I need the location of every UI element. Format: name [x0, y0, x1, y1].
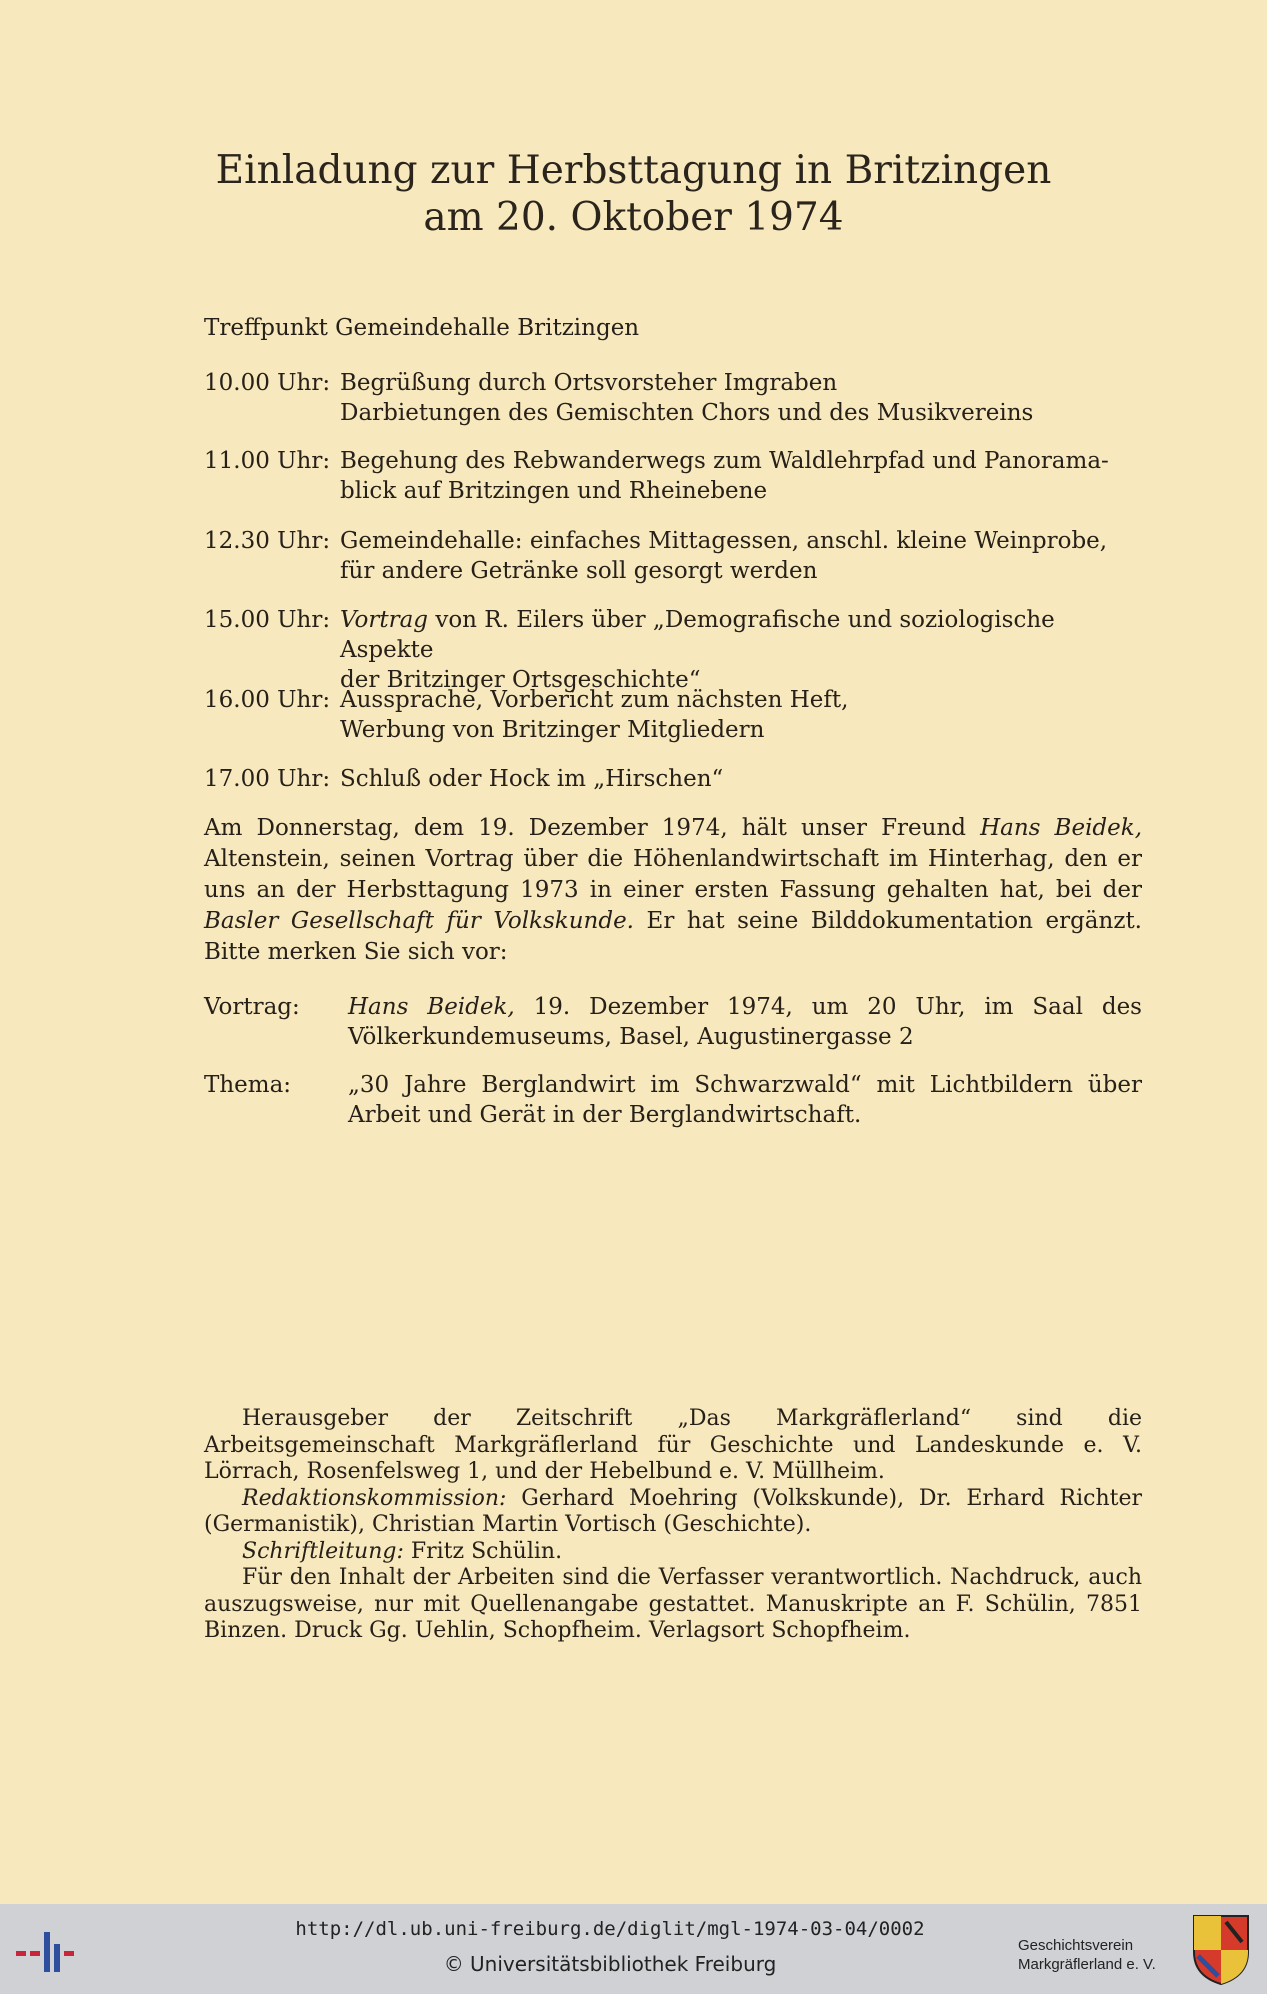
society-line: Geschichtsverein — [1018, 1937, 1134, 1954]
announcement-text: Altenstein, seinen Vortrag über die Höhenlandwirtschaft im Hinterhag, den er uns an der Herbsttagung 1973 in einer ersten Fassung gehalten hat, bei der — [204, 846, 1142, 903]
editorial-text: Gerhard Moehring (Volkskunde), Dr. Erhard Richter (Germanistik), Christian Martin Vortisch (Geschichte). — [204, 1485, 1142, 1537]
schedule-time: 12.30 Uhr: — [204, 528, 331, 554]
topic-text: „30 Jahre Berglandwirt im Schwarzwald“ mit Lichtbildern über Arbeit und Gerät in der Berglandwirtschaft. — [348, 1072, 1142, 1128]
schedule-text — [340, 605, 1142, 665]
lecture-text: 19. Dezember 1974, um 20 Uhr, im Saal des Völkerkundemuseums, Basel, Augustinergasse 2 — [348, 994, 1142, 1050]
schedule-entry — [340, 685, 1142, 745]
announcement-text: Am Donnerstag, dem 19. Dezember 1974, hält unser Freund — [204, 815, 981, 841]
impressum — [204, 1406, 1142, 1645]
schedule-emphasis: Vortrag — [340, 607, 429, 633]
editor-text: Fritz Schülin. — [403, 1538, 563, 1564]
society-name: Basler Gesellschaft für Volkskunde. — [204, 908, 634, 934]
invitation-date: am 20. Oktober 1974 — [423, 195, 844, 240]
topic-label: Thema: — [204, 1072, 292, 1098]
schedule-entry — [340, 446, 1142, 506]
schedule-time: 17.00 Uhr: — [204, 766, 331, 792]
editorial-board — [204, 1486, 1142, 1539]
schedule-time: 16.00 Uhr: — [204, 687, 331, 713]
schedule-entry — [340, 526, 1142, 586]
lecture-details — [348, 992, 1142, 1052]
editor-label: Schriftleitung: — [242, 1538, 404, 1564]
schedule-text: Begehung des Rebwanderwegs zum Waldlehrpfad und Panorama- — [340, 448, 1109, 474]
schedule-text: blick auf Britzingen und Rheinebene — [340, 478, 768, 504]
lecture-label: Vortrag: — [204, 994, 300, 1020]
publisher-note: Herausgeber der Zeitschrift „Das Markgräflerland“ sind die Arbeitsgemeinschaft Markgräflerland für Geschichte und Landeskunde e. V. Lörrach, Rosenfelsweg 1, und der Hebelbund e. V. Müllheim. — [204, 1406, 1142, 1484]
schedule-entry — [340, 764, 1142, 794]
schedule-entry — [340, 605, 1142, 695]
footer-bar — [0, 1904, 1267, 1994]
schedule-text: von R. Eilers über „Demografische und soziologische Aspekte — [340, 607, 1055, 663]
meeting-point: Treffpunkt Gemeindehalle Britzingen — [204, 315, 640, 341]
ub-freiburg-logo-icon[interactable] — [14, 1924, 84, 1974]
schedule-text: Aussprache, Vorbericht zum nächsten Heft, — [340, 687, 849, 713]
copyright-text: © Universitätsbibliothek Freiburg — [443, 1952, 777, 1976]
permalink[interactable]: http://dl.ub.uni-freiburg.de/diglit/mgl-1974-03-04/0002 — [295, 1918, 925, 1940]
schedule-time: 15.00 Uhr: — [204, 607, 331, 633]
schedule-entry — [340, 368, 1142, 428]
legal-note: Für den Inhalt der Arbeiten sind die Verfasser verantwortlich. Nachdruck, auch auszugsweise, nur mit Quellenangabe gestattet. Manuskripte an F. Schülin, 7851 Binzen. Druck Gg. Uehlin, Schopfheim. Verlagsort Schopfheim. — [204, 1565, 1142, 1643]
editorial-label: Redaktionskommission: — [242, 1485, 507, 1511]
schedule-text: der Britzinger Ortsgeschichte“ — [340, 667, 701, 693]
speaker-name: Hans Beidek, — [980, 815, 1143, 841]
schedule-text: Darbietungen des Gemischten Chors und des Musikvereins — [340, 400, 1034, 426]
invitation-title: Einladung zur Herbsttagung in Britzingen — [215, 148, 1052, 193]
schedule-time: 10.00 Uhr: — [204, 370, 331, 396]
coat-of-arms-icon — [1190, 1912, 1252, 1986]
society-line: Markgräflerland e. V. — [1018, 1956, 1156, 1973]
schedule-text: Schluß oder Hock im „Hirschen“ — [340, 766, 724, 792]
editor-line — [204, 1539, 1142, 1566]
announcement-paragraph — [204, 813, 1142, 968]
schedule-text: Gemeindehalle: einfaches Mittagessen, anschl. kleine Weinprobe, — [340, 528, 1108, 554]
announcement-text: Er hat seine Bilddokumentation ergänzt. Bitte merken Sie sich vor: — [204, 908, 1142, 965]
schedule-text: für andere Getränke soll gesorgt werden — [340, 558, 818, 584]
schedule-text: Werbung von Britzinger Mitgliedern — [340, 717, 765, 743]
schedule-time: 11.00 Uhr: — [204, 448, 331, 474]
schedule-text: Begrüßung durch Ortsvorsteher Imgraben — [340, 370, 838, 396]
speaker-name: Hans Beidek, — [348, 994, 515, 1020]
society-label — [1018, 1936, 1156, 1974]
